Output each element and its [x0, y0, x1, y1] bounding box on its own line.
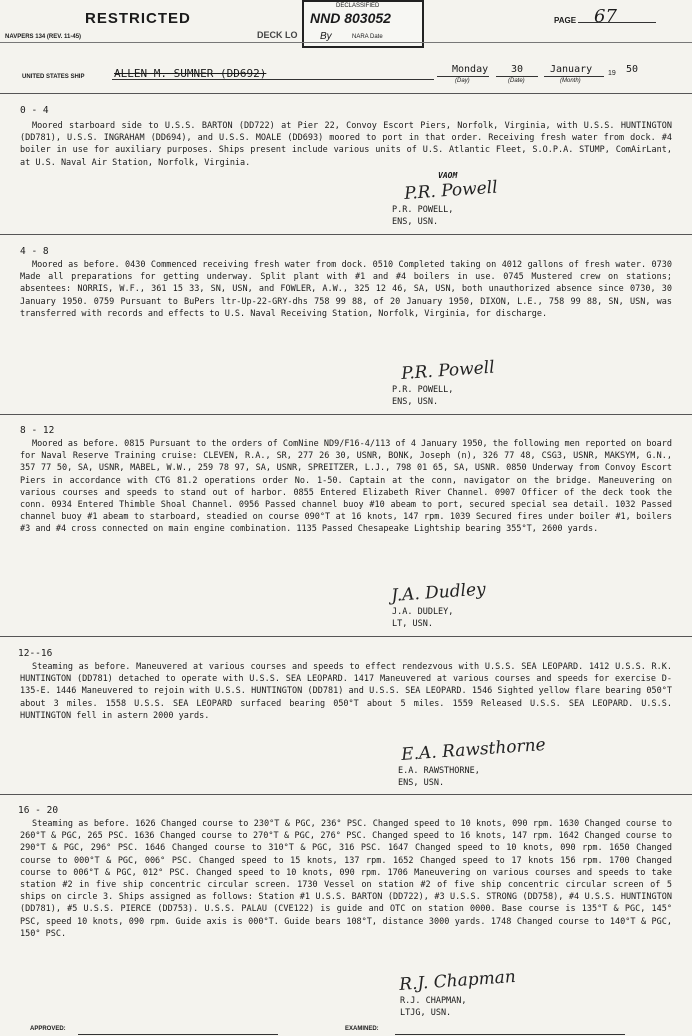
signer-name: P.R. POWELL,: [392, 205, 454, 215]
signer-rank: ENS, USN.: [398, 778, 445, 788]
examined-line: [395, 1034, 625, 1035]
ship-underline: [112, 79, 434, 80]
signature-scrawl: J.A. Dudley: [390, 579, 487, 606]
section-divider: [0, 234, 692, 235]
signer-rank: LT, USN.: [392, 619, 433, 629]
watch-entry: Steaming as before. Maneuvered at various courses and speeds to effect rendezvous with U.S.S. SEA LEOPARD. 1412 U.S.S. R.K. HUNTINGTON (DD781) detached to operate with U.S.S. SEA LEOPARD. 1417 Maneuvered at various courses and speeds for exercise D-135-E. 1446 Maneuvered to rejoin with U.S.S. HUNTINGTON (DD781) and U.S.S. SEA LEOPARD. 1546 Sighted yellow flare bearing 050°T about 3 miles. 1558 U.S.S. SEA LEOPARD surfaced bearing 050°T about 5 miles. 1559 Released U.S.S. SEA LEOPARD. U.S.S. HUNTINGTON fell in astern 2000 yards.: [20, 662, 672, 721]
signature-scrawl: R.J. Chapman: [398, 966, 517, 995]
signature-scrawl: P.R. Powell: [400, 357, 496, 384]
year-prefix: 19: [608, 70, 616, 77]
signer-rank: LTJG, USN.: [400, 1008, 452, 1018]
vaom-annotation: VAOM: [438, 171, 458, 180]
date-caption: (Date): [508, 78, 525, 84]
watch-entry: Moored as before. 0815 Pursuant to the orders of ComNine ND9/F16-4/113 of 4 January 1950, the following men reported on board for Naval Reserve Training cruise: CLEVEN, R.A., SR, 277 26 30, USNR, BONK, Joseph (n), 326 77 48, CSG3, USNR, MAKSYM, G.N., 357 77 50, SA, USNR, MABEL, W.W., 259 78 97, SA, USNR, SPREITZER, L.J., 798 01 65, SA, USNR. 0850 Underway from Convoy Escort Piers in accordance with CTG 81.2 operations order No. 1-50. Captain at the conn, navigator on the bridge. Maneuvering on various courses and speeds to stand out of harbor. 0855 Entered Elizabeth River Channel. 0907 Officer of the deck took the conn. 0934 Entered Thimble Shoal Channel. 0956 Passed channel buoy #10 abeam to port, secured special sea detail. 1032 Passed channel buoy #1 abeam to starboard, steadied on course 090°T at 16 knots, 147 rpm. 1039 Secured fires under boiler #1, boilers #3 and #4 cross connected on main engine combination. 1135 Passed Chesapeake Lightship bearing 355°T, 2600 yards.: [20, 439, 672, 535]
watch-entry: Moored as before. 0430 Commenced receiving fresh water from dock. 0510 Completed taking on 4012 gallons of fresh water. 0730 Made all preparations for getting underway. Split plant with #1 and #4 boilers in use. 0745 Mustered crew on stations; absentees: NORRIS, W.F., 361 15 33, SN, USN, and FOWLER, A.W., 325 12 46, SA, USN, both unauthorized absence since 0730, 30 January 1950. 0759 Pursuant to BuPers ltr-Up-22-GRY-dhs 758 99 88, of 20 January 1950, DIXON, L.E., 758 99 88, SN, USN, was transferred with records and effects to U.S. Naval Receiving Station, Norfolk, Virginia, for discharge.: [20, 260, 672, 319]
section-divider: [0, 93, 692, 94]
deck-log-label: DECK LO: [257, 30, 298, 40]
examined-label: EXAMINED:: [345, 1026, 379, 1032]
stamp-by: By: [320, 31, 332, 42]
log-day: Monday: [452, 64, 489, 75]
stamp-declassified: DECLASSIFIED: [336, 3, 380, 9]
signer-name: P.R. POWELL,: [392, 385, 454, 395]
day-caption: (Day): [455, 78, 470, 84]
header-divider: [0, 42, 692, 43]
watch-label: 16 - 20: [18, 805, 59, 816]
form-id: NAVPERS 134 (REV. 11-45): [5, 34, 82, 40]
day-underline: [437, 76, 489, 77]
watch-label: 8 - 12: [20, 425, 55, 436]
stamp-nara-date: NARA Date: [352, 34, 383, 40]
month-caption: (Month): [560, 78, 581, 84]
stamp-nnd-number: NND 803052: [310, 10, 391, 26]
signer-rank: ENS, USN.: [392, 217, 439, 227]
watch-label: 0 - 4: [20, 105, 49, 116]
month-underline: [544, 76, 604, 77]
signer-rank: ENS, USN.: [392, 397, 439, 407]
section-divider: [0, 794, 692, 795]
signer-name: J.A. DUDLEY,: [392, 607, 454, 617]
log-date: 30: [511, 64, 524, 75]
ship-name: ALLEN M. SUMNER (DD692): [114, 67, 267, 80]
signer-name: R.J. CHAPMAN,: [400, 996, 467, 1006]
signer-name: E.A. RAWSTHORNE,: [398, 766, 480, 776]
ship-label: UNITED STATES SHIP: [22, 74, 85, 80]
approved-line: [78, 1034, 278, 1035]
section-divider: [0, 636, 692, 637]
page-label: PAGE: [554, 16, 577, 25]
section-divider: [0, 414, 692, 415]
watch-entry: Steaming as before. 1626 Changed course to 230°T & PGC, 236° PSC. Changed speed to 10 knots, 090 rpm. 1630 Changed course to 260°T & PGC, 265 PSC. 1636 Changed course to 270°T & PGC, 276° PSC. Changed speed to 16 knots, 147 rpm. 1642 Changed course to 290°T & PGC, 296° PSC. 1646 Changed course to 310°T & PGC, 316 PSC. 1647 Changed speed to 10 knots, 090 rpm. 1650 Changed course to 000°T & PGC, 006° PSC. Changed speed to 15 knots, 137 rpm. 1652 Changed speed to 17 knots 156 rpm. 1700 Changed course to 006°T & PGC, 012° PSC. Changed speed to 10 knots, 090 rpm. 1706 Maneuvering on various courses and speeds to take station #2 in five ship concentric circular screen. 1730 Vessel on station #2 of five ship concentric circular screen of 5 ships on circle 3. Ships assigned as follows: Station #1 U.S.S. BARTON (DD722), #3 U.S.S. STRONG (DD758), #4 U.S.S. HUNTINGTON (DD781), #5 U.S.S. PIERCE (DD753). U.S.S. PALAU (CVE122) is guide and OTC on station 0000. Base course is 135°T & PGC, 145° PSC, speed 10 knots, 090 rpm. Guide axis is 000°T. Guide bears 108°T, distance 3000 yards. 1748 Changed course to 140°T & PGC, 150° PSC.: [20, 819, 672, 939]
log-year: 50: [626, 64, 639, 75]
approved-label: APPROVED:: [30, 1026, 66, 1032]
page-underline: [578, 22, 656, 23]
log-month: January: [550, 64, 593, 75]
watch-label: 12--16: [18, 648, 53, 659]
signature-scrawl: P.R. Powell: [403, 177, 499, 204]
watch-entry: Moored starboard side to U.S.S. BARTON (DD722) at Pier 22, Convoy Escort Piers, Norfolk, Virginia, with U.S.S. HUNTINGTON (DD781), U.S.S. INGRAHAM (DD694), and U.S.S. MOALE (DD693) moored to port in that order. Receiving fresh water from dock. #4 boiler in use for auxiliary purposes. Ships present include various units of U.S. Atlantic Fleet, S.O.P.A. STUMP, ComAirLant, at U.S. Naval Air Station, Norfolk, Virginia.: [20, 121, 672, 168]
page-number: 67: [594, 6, 617, 27]
signature-scrawl: E.A. Rawsthorne: [400, 734, 547, 765]
declassification-stamp: [302, 0, 424, 48]
restricted-label: RESTRICTED: [85, 10, 191, 27]
date-underline: [496, 76, 538, 77]
watch-label: 4 - 8: [20, 246, 49, 257]
